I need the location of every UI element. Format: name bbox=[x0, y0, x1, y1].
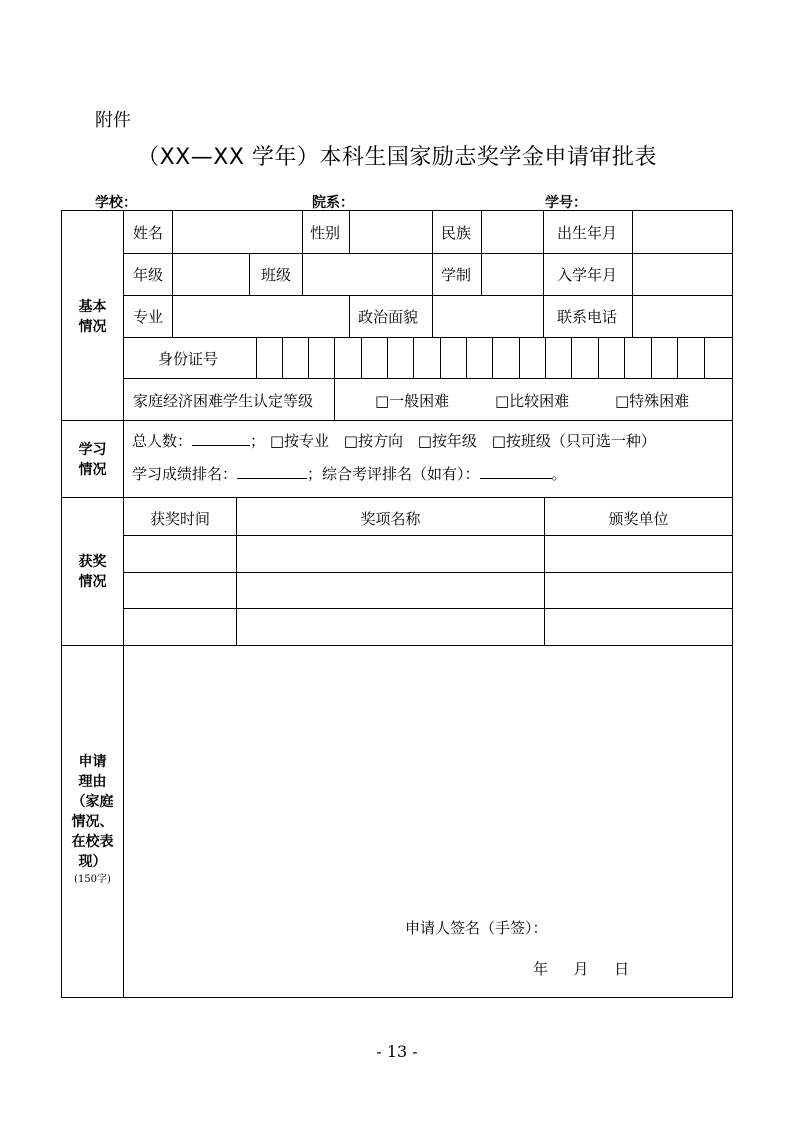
award-issuer-cell[interactable] bbox=[545, 609, 732, 644]
study-line-2 bbox=[132, 463, 567, 484]
section-basic-label: 基本 情况 bbox=[78, 299, 107, 335]
name-label: 姓名 bbox=[133, 224, 164, 242]
award-issuer-cell[interactable] bbox=[545, 536, 732, 571]
school-label: 学校： bbox=[95, 195, 137, 211]
birth-label: 出生年月 bbox=[557, 224, 618, 242]
study-line-1 bbox=[132, 430, 656, 451]
overall-rank-label: 综合考评排名（如有）： bbox=[322, 465, 480, 483]
award-time-header: 获奖时间 bbox=[149, 510, 210, 528]
enroll-label: 入学年月 bbox=[557, 266, 618, 284]
class-field[interactable] bbox=[303, 254, 431, 294]
option-general-difficulty[interactable]: □一般困难 bbox=[375, 392, 450, 410]
id-number-label: 身份证号 bbox=[158, 350, 219, 368]
grade-label: 年级 bbox=[133, 266, 164, 284]
section-awards-label: 获奖 情况 bbox=[78, 554, 107, 590]
award-name-cell[interactable] bbox=[237, 536, 544, 571]
separator: ； bbox=[307, 465, 323, 483]
table-row bbox=[124, 573, 732, 607]
award-name-cell[interactable] bbox=[237, 609, 544, 644]
class-label: 班级 bbox=[261, 266, 292, 284]
id-number-field[interactable] bbox=[257, 338, 731, 377]
total-field[interactable] bbox=[192, 431, 250, 446]
signature-date: 年 月 日 bbox=[533, 960, 630, 978]
award-time-cell[interactable] bbox=[124, 609, 236, 644]
name-field[interactable] bbox=[173, 211, 301, 252]
political-field[interactable] bbox=[433, 296, 542, 336]
page-number: - 13 - bbox=[376, 1042, 418, 1061]
option-by-direction[interactable]: □按方向 bbox=[343, 432, 403, 450]
option-special-difficulty[interactable]: □特殊困难 bbox=[615, 392, 690, 410]
phone-label: 联系电话 bbox=[557, 308, 618, 326]
department-label: 院系： bbox=[312, 195, 354, 211]
major-label: 专业 bbox=[133, 308, 164, 326]
gender-field[interactable] bbox=[350, 211, 431, 252]
birth-field[interactable] bbox=[633, 211, 731, 252]
option-relative-difficulty[interactable]: □比较困难 bbox=[495, 392, 570, 410]
award-time-cell[interactable] bbox=[124, 536, 236, 571]
difficulty-label: 家庭经济困难学生认定等级 bbox=[133, 392, 314, 410]
option-by-class[interactable]: □按班级（只可选一种） bbox=[491, 432, 656, 450]
enroll-field[interactable] bbox=[633, 254, 731, 294]
award-name-cell[interactable] bbox=[237, 573, 544, 607]
schooling-label: 学制 bbox=[441, 266, 472, 284]
separator: ； bbox=[250, 432, 266, 450]
schooling-field[interactable] bbox=[482, 254, 542, 294]
award-issuer-cell[interactable] bbox=[545, 573, 732, 607]
section-reason-label: 申请 理由 （家庭 情况、 在校表 现） (150字) bbox=[62, 752, 123, 888]
attachment-label: 附件 bbox=[95, 110, 131, 131]
overall-rank-field[interactable] bbox=[480, 464, 552, 479]
award-name-header: 奖项名称 bbox=[360, 510, 421, 528]
applicant-signature-label: 申请人签名（手签）： bbox=[405, 919, 548, 937]
grade-field[interactable] bbox=[173, 254, 248, 294]
gender-label: 性别 bbox=[310, 224, 341, 242]
table-row bbox=[124, 609, 732, 644]
score-rank-field[interactable] bbox=[237, 464, 307, 479]
end-mark: 。 bbox=[551, 465, 567, 483]
award-time-cell[interactable] bbox=[124, 573, 236, 607]
table-row bbox=[124, 536, 732, 571]
reason-word-limit: (150字) bbox=[74, 874, 111, 885]
ethnicity-field[interactable] bbox=[482, 211, 542, 252]
option-by-grade[interactable]: □按年级 bbox=[417, 432, 477, 450]
option-by-major[interactable]: □按专业 bbox=[269, 432, 329, 450]
phone-field[interactable] bbox=[633, 296, 731, 336]
political-label: 政治面貌 bbox=[358, 308, 419, 326]
reason-textarea[interactable] bbox=[124, 646, 732, 906]
award-issuer-header: 颁奖单位 bbox=[608, 510, 669, 528]
ethnicity-label: 民族 bbox=[441, 224, 472, 242]
page-title: （XX—XX 学年）本科生国家励志奖学金申请审批表 bbox=[137, 145, 657, 170]
total-label: 总人数： bbox=[132, 432, 193, 450]
section-study-label: 学习 情况 bbox=[78, 442, 107, 478]
score-rank-label: 学习成绩排名： bbox=[132, 465, 238, 483]
student-id-label: 学号： bbox=[545, 195, 587, 211]
major-field[interactable] bbox=[173, 296, 348, 336]
